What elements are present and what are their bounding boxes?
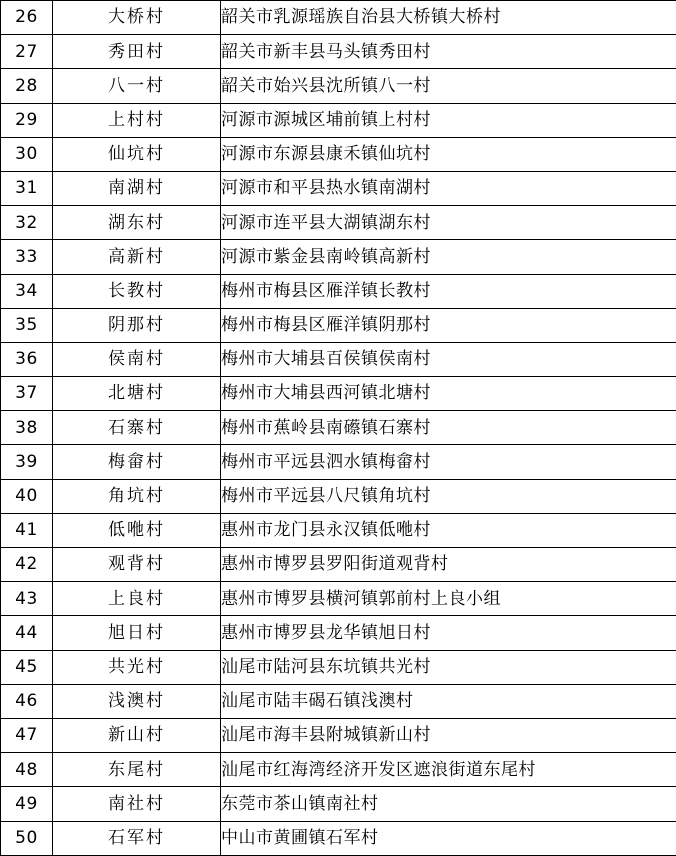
cell-index: 50 [1, 821, 53, 855]
table-row [1, 308, 676, 342]
cell-village-name: 观背村 [53, 548, 221, 582]
cell-index: 32 [1, 206, 53, 240]
cell-village-name: 八一村 [53, 69, 221, 103]
table-row [1, 718, 676, 752]
cell-village-name: 新山村 [53, 718, 221, 752]
table-row [1, 684, 676, 718]
cell-address: 梅州市平远县八尺镇角坑村 [221, 479, 676, 513]
table-row [1, 411, 676, 445]
cell-address: 韶关市始兴县沈所镇八一村 [221, 69, 676, 103]
cell-address: 惠州市博罗县龙华镇旭日村 [221, 616, 676, 650]
cell-address: 梅州市梅县区雁洋镇长教村 [221, 274, 676, 308]
table-row [1, 479, 676, 513]
cell-index: 42 [1, 548, 53, 582]
cell-village-name: 仙坑村 [53, 137, 221, 171]
cell-village-name: 南湖村 [53, 171, 221, 205]
cell-index: 27 [1, 35, 53, 69]
cell-index: 39 [1, 445, 53, 479]
cell-index: 34 [1, 274, 53, 308]
cell-index: 28 [1, 69, 53, 103]
cell-village-name: 上村村 [53, 103, 221, 137]
table-row [1, 787, 676, 821]
cell-address: 梅州市大埔县西河镇北塘村 [221, 377, 676, 411]
cell-address: 惠州市博罗县横河镇郭前村上良小组 [221, 582, 676, 616]
cell-village-name: 北塘村 [53, 377, 221, 411]
cell-address: 河源市源城区埔前镇上村村 [221, 103, 676, 137]
table-row [1, 69, 676, 103]
cell-village-name: 高新村 [53, 240, 221, 274]
table-row [1, 616, 676, 650]
cell-index: 43 [1, 582, 53, 616]
cell-address: 河源市东源县康禾镇仙坑村 [221, 137, 676, 171]
cell-address: 河源市连平县大湖镇湖东村 [221, 206, 676, 240]
cell-address: 汕尾市陆河县东坑镇共光村 [221, 650, 676, 684]
table-row [1, 240, 676, 274]
table-row [1, 753, 676, 787]
cell-index: 49 [1, 787, 53, 821]
cell-village-name: 东尾村 [53, 753, 221, 787]
cell-index: 47 [1, 718, 53, 752]
cell-index: 29 [1, 103, 53, 137]
cell-village-name: 石军村 [53, 821, 221, 855]
cell-index: 45 [1, 650, 53, 684]
table-row [1, 35, 676, 69]
table-body [1, 1, 676, 856]
cell-village-name: 共光村 [53, 650, 221, 684]
cell-index: 37 [1, 377, 53, 411]
table-row [1, 103, 676, 137]
cell-village-name: 湖东村 [53, 206, 221, 240]
table-row [1, 582, 676, 616]
table-row [1, 445, 676, 479]
cell-index: 26 [1, 1, 53, 35]
table-row [1, 206, 676, 240]
cell-address: 中山市黄圃镇石军村 [221, 821, 676, 855]
cell-index: 36 [1, 342, 53, 376]
cell-village-name: 秀田村 [53, 35, 221, 69]
cell-village-name: 浅澳村 [53, 684, 221, 718]
cell-address: 梅州市大埔县百侯镇侯南村 [221, 342, 676, 376]
cell-index: 31 [1, 171, 53, 205]
cell-village-name: 侯南村 [53, 342, 221, 376]
cell-village-name: 长教村 [53, 274, 221, 308]
cell-index: 48 [1, 753, 53, 787]
cell-index: 38 [1, 411, 53, 445]
table-row [1, 821, 676, 855]
table-row [1, 377, 676, 411]
cell-address: 河源市和平县热水镇南湖村 [221, 171, 676, 205]
table-row [1, 137, 676, 171]
table-row [1, 342, 676, 376]
cell-index: 44 [1, 616, 53, 650]
cell-address: 梅州市梅县区雁洋镇阴那村 [221, 308, 676, 342]
cell-village-name: 上良村 [53, 582, 221, 616]
cell-village-name: 石寨村 [53, 411, 221, 445]
cell-address: 汕尾市红海湾经济开发区遮浪街道东尾村 [221, 753, 676, 787]
cell-index: 35 [1, 308, 53, 342]
cell-index: 30 [1, 137, 53, 171]
cell-address: 梅州市平远县泗水镇梅畲村 [221, 445, 676, 479]
table-row [1, 548, 676, 582]
cell-address: 韶关市乳源瑶族自治县大桥镇大桥村 [221, 1, 676, 35]
cell-village-name: 旭日村 [53, 616, 221, 650]
cell-village-name: 大桥村 [53, 1, 221, 35]
cell-address: 惠州市博罗县罗阳街道观背村 [221, 548, 676, 582]
cell-village-name: 低咃村 [53, 513, 221, 547]
table-row [1, 650, 676, 684]
cell-index: 41 [1, 513, 53, 547]
cell-address: 惠州市龙门县永汉镇低咃村 [221, 513, 676, 547]
cell-address: 汕尾市海丰县附城镇新山村 [221, 718, 676, 752]
cell-address: 汕尾市陆丰碣石镇浅澳村 [221, 684, 676, 718]
cell-index: 33 [1, 240, 53, 274]
cell-village-name: 梅畲村 [53, 445, 221, 479]
table-row [1, 1, 676, 35]
table-row [1, 171, 676, 205]
cell-address: 韶关市新丰县马头镇秀田村 [221, 35, 676, 69]
cell-index: 40 [1, 479, 53, 513]
cell-address: 梅州市蕉岭县南礤镇石寨村 [221, 411, 676, 445]
table-row [1, 513, 676, 547]
cell-index: 46 [1, 684, 53, 718]
table-row [1, 274, 676, 308]
cell-address: 河源市紫金县南岭镇高新村 [221, 240, 676, 274]
cell-address: 东莞市茶山镇南社村 [221, 787, 676, 821]
cell-village-name: 阴那村 [53, 308, 221, 342]
cell-village-name: 南社村 [53, 787, 221, 821]
cell-village-name: 角坑村 [53, 479, 221, 513]
